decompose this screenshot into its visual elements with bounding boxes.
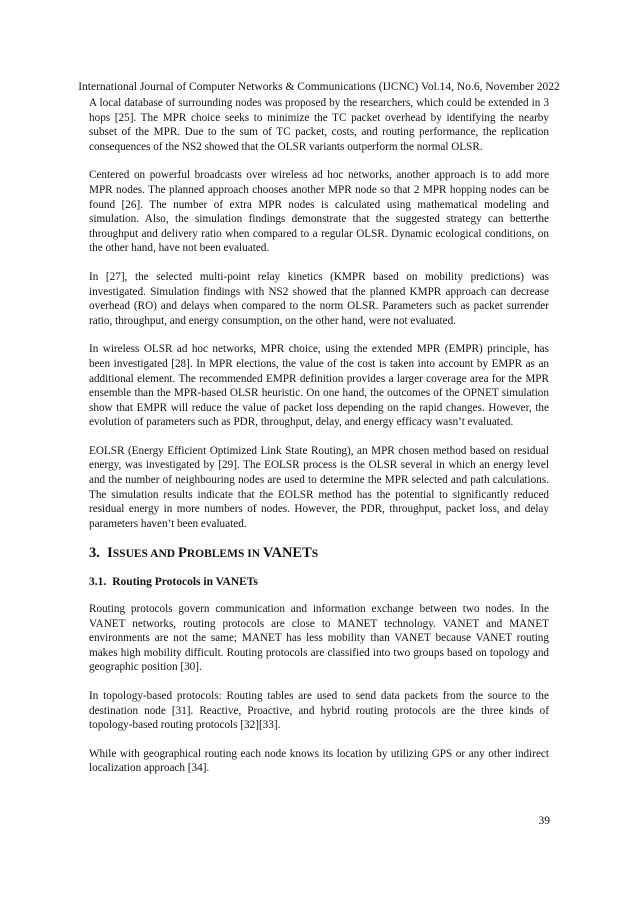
page-number: 39 [538,815,550,827]
section-heading [89,545,549,563]
running-header: International Journal of Computer Networks & Communications (IJCNC) Vol.14, No.6, November 2022 [78,81,560,93]
section-title-part: VANET [262,545,312,562]
section-title-part: P [177,545,187,562]
paragraph: In topology-based protocols: Routing tables are used to send data packets from the source to the destination node [31]. Reactive, Proactive, and hybrid routing protocols are the three kinds of topology-based routing protocols [32][33]. [89,690,549,732]
section-title-part: SSUES AND [112,548,178,561]
section-title-part: ROBLEMS IN [186,548,263,561]
paragraph: In [27], the selected multi-point relay kinetics (KMPR based on mobility predictions) was investigated. Simulation findings with NS2 showed that the planned KMPR approach can decrease overhead (RO) and delays when compared to the norm OLSR. Parameters such as packet surrender ratio, throughput, and energy consumption, on the other hand, were not evaluated. [89,270,549,327]
paragraph: In wireless OLSR ad hoc networks, MPR choice, using the extended MPR (EMPR) principle, has been investigated [28]. In MPR elections, the value of the cost is taken into account by EMPR as an additional element. The recommended EMPR definition provides a larger coverage area for the MPR ensemble than the MPR-based OLSR heuristic. On one hand, the outcomes of the OPNET simulation show that EMPR will reduce the value of packet loss depending on the rapid changes. However, the evolution of parameters such as PDR, throughput, delay, and energy efficacy wasn’t evaluated. [89,343,549,429]
subsection-heading [89,575,549,590]
section-number: 3. [89,545,100,562]
paragraph: Routing protocols govern communication and information exchange between two nodes. In the VANET networks, routing protocols are close to MANET technology. VANET and MANET environments are not the same; MANET has less mobility than VANET because VANET routing makes high mobility difficult. Routing protocols are classified into two groups based on topology and geographic position [30]. [89,603,549,674]
paragraph: While with geographical routing each node knows its location by utilizing GPS or any other indirect localization approach [34]. [89,747,549,775]
subsection-number: 3.1. [89,576,107,589]
paragraph: EOLSR (Energy Efficient Optimized Link State Routing), an MPR chosen method based on residual energy, was investigated by [29]. The EOLSR process is the OLSR several in which an energy level and the number of neighbouring nodes are used to determine the MPR selected and path calculations. The simulation results indicate that the EOLSR method has the potential to significantly reduced residual energy in more numbers of nodes. However, the PDR, throughput, packet loss, and delay parameters haven’t been evaluated. [89,444,549,530]
body-text [89,96,549,790]
section-title-part: S [311,548,319,561]
section-title-part: I [107,545,113,562]
paragraph: A local database of surrounding nodes was proposed by the researchers, which could be extended in 3 hops [25]. The MPR choice seeks to minimize the TC packet overhead by identifying the nearby subset of the MPR. Due to the sum of TC packet, costs, and routing performance, the replication consequences of the NS2 showed that the OLSR variants outperform the normal OLSR. [89,97,549,153]
subsection-title: Routing Protocols in VANETs [112,576,258,589]
paragraph: Centered on powerful broadcasts over wireless ad hoc networks, another approach is to add more MPR nodes. The planned approach chooses another MPR node so that 2 MPR hopping nodes can be found [26]. The number of extra MPR nodes is calculated using mathematical modeling and simulation. Also, the simulation findings demonstrate that the suggested strategy can betterthe throughput and delivery ratio when compared to a regular OLSR. Dynamic ecological conditions, on the other hand, have not been evaluated. [89,169,549,255]
